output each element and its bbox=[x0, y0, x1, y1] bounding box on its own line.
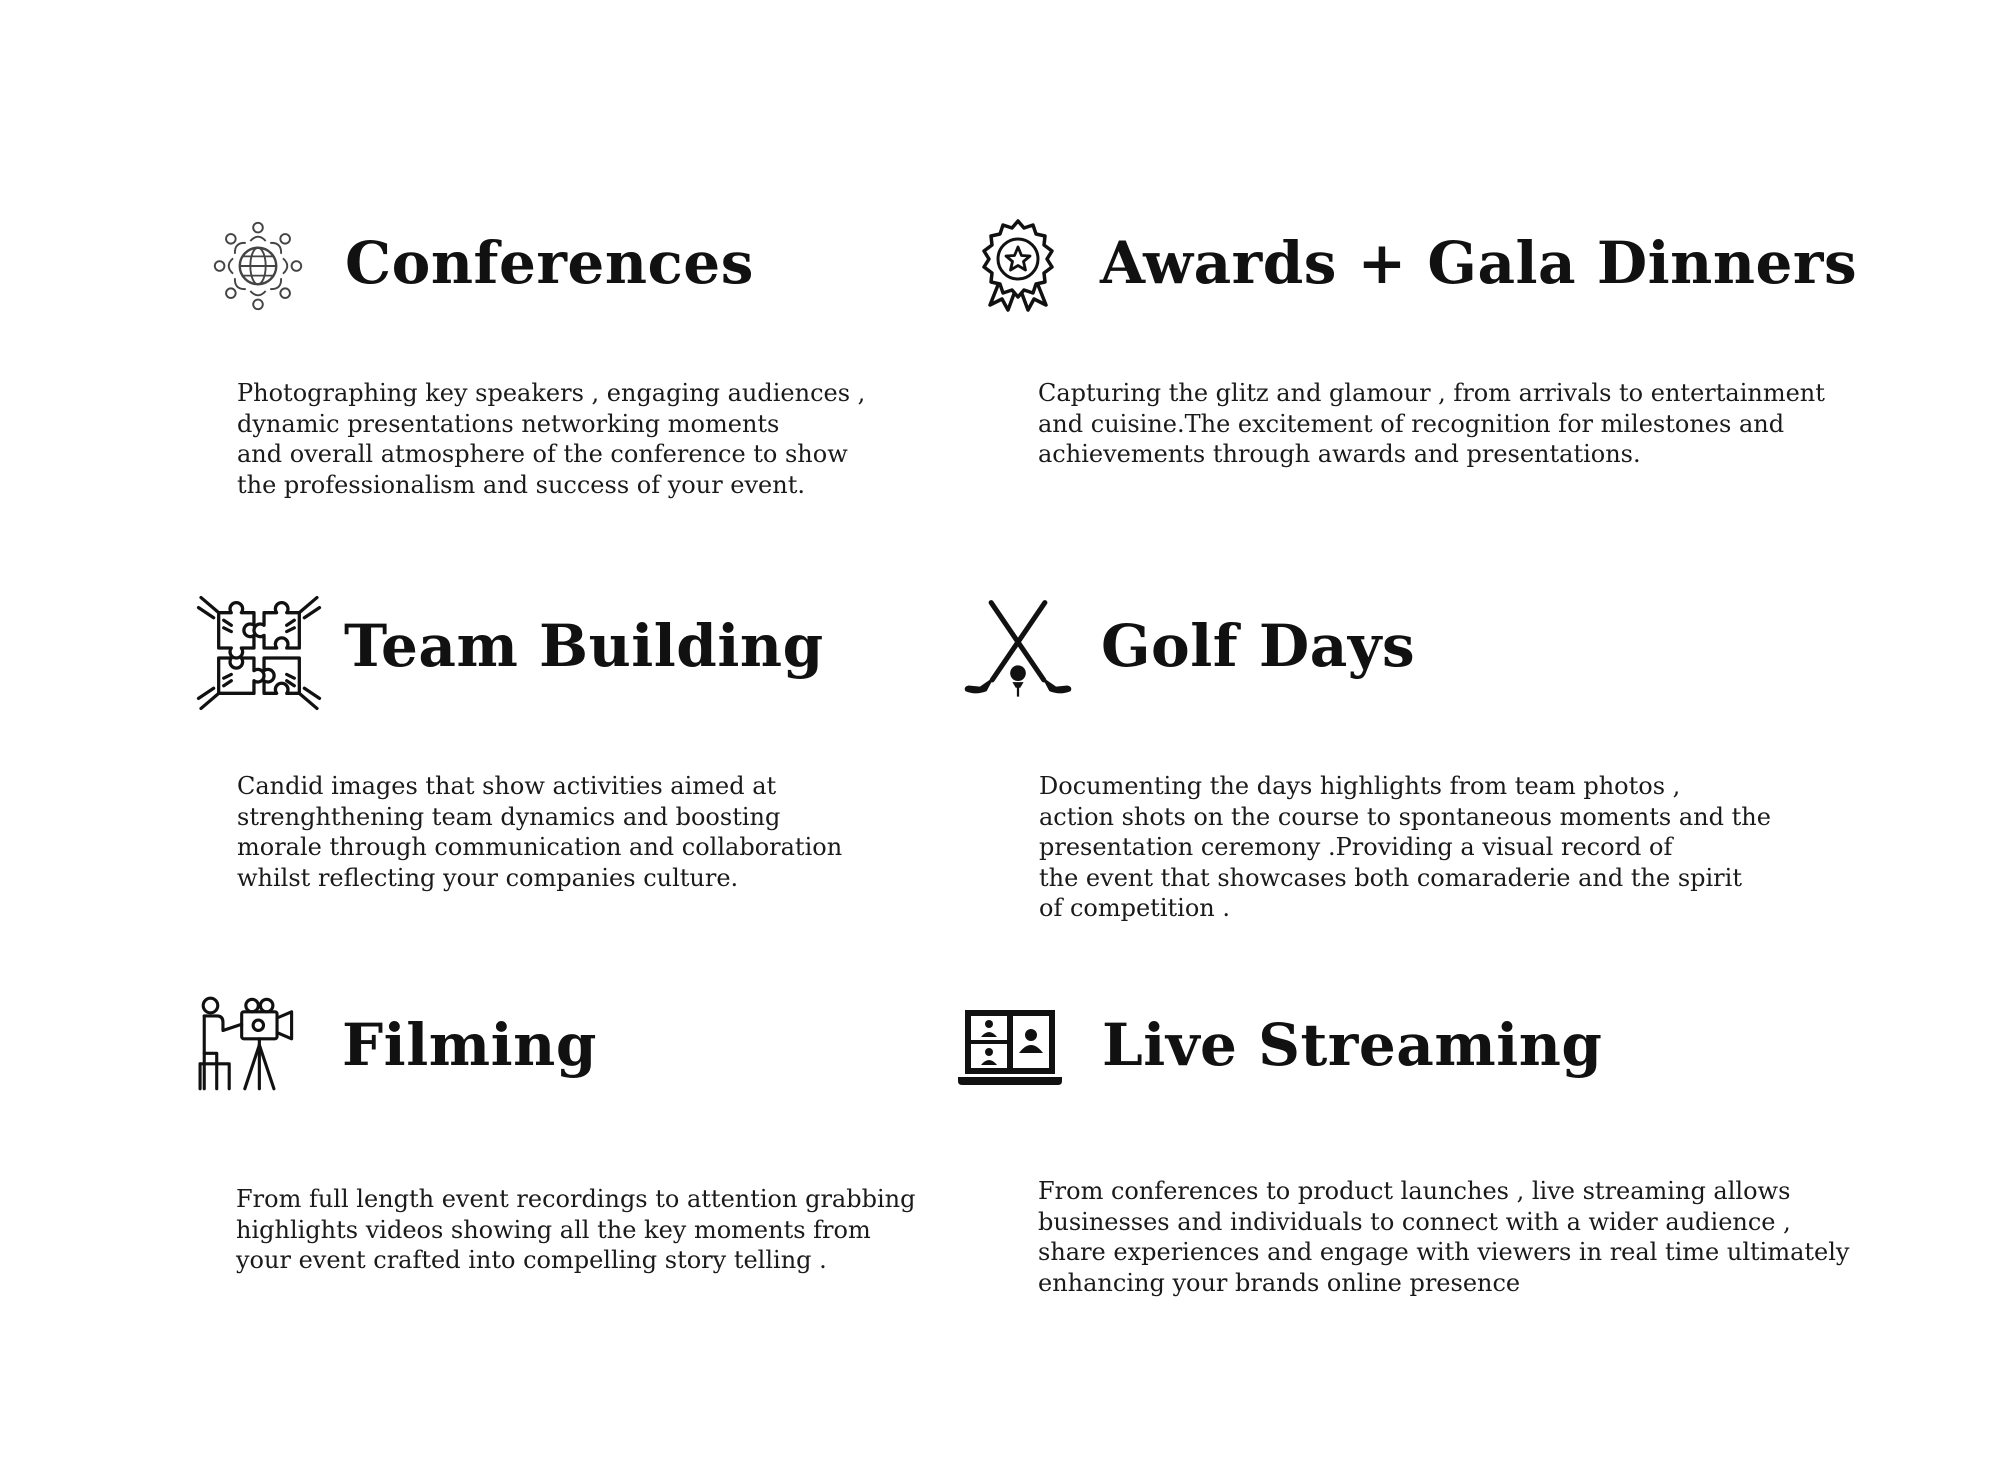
description-line: action shots on the course to spontaneous moments and the bbox=[1039, 802, 1771, 831]
description-line: of competition . bbox=[1039, 894, 1230, 922]
description-line: the professionalism and success of your event. bbox=[237, 470, 805, 499]
section-description-awards-gala-dinners bbox=[1038, 378, 1825, 470]
globe-people-icon bbox=[210, 218, 306, 314]
description-line: whilst reflecting your companies culture. bbox=[237, 863, 739, 892]
section-title-conferences: Conferences bbox=[345, 229, 754, 297]
description-line: and cuisine.The excitement of recognition for milestones and bbox=[1038, 409, 1785, 438]
description-line: businesses and individuals to connect with a wider audience , bbox=[1038, 1207, 1791, 1236]
section-title-golf-days: Golf Days bbox=[1101, 612, 1416, 680]
section-title-awards-gala-dinners: Awards + Gala Dinners bbox=[1100, 229, 1858, 297]
description-line: and overall atmosphere of the conference to show bbox=[237, 440, 848, 468]
section-description-live-streaming bbox=[1038, 1176, 1850, 1298]
description-line: morale through communication and collaboration bbox=[237, 833, 843, 861]
award-ribbon-icon bbox=[968, 215, 1068, 315]
description-line: enhancing your brands online presence bbox=[1038, 1268, 1521, 1297]
description-line: dynamic presentations networking moments bbox=[237, 409, 780, 438]
description-line: strenghthening team dynamics and boosting bbox=[237, 802, 781, 831]
camera-operator-icon bbox=[198, 995, 302, 1093]
section-description-filming bbox=[236, 1184, 915, 1276]
description-line: the event that showcases both comaraderie and the spirit bbox=[1039, 863, 1742, 892]
description-line: your event crafted into compelling story telling . bbox=[236, 1246, 827, 1274]
description-line: Candid images that show activities aimed at bbox=[237, 772, 777, 800]
description-line: achievements through awards and presentations. bbox=[1038, 440, 1641, 468]
section-description-conferences bbox=[237, 378, 865, 500]
section-title-live-streaming: Live Streaming bbox=[1102, 1011, 1603, 1079]
golf-clubs-icon bbox=[962, 597, 1074, 709]
puzzle-hands-icon bbox=[196, 590, 322, 716]
section-title-filming: Filming bbox=[342, 1011, 597, 1079]
section-title-team-building: Team Building bbox=[344, 612, 824, 680]
laptop-video-call-icon bbox=[958, 1007, 1062, 1087]
description-line: presentation ceremony .Providing a visual record of bbox=[1039, 833, 1673, 861]
description-line: highlights videos showing all the key moments from bbox=[236, 1215, 871, 1244]
section-description-golf-days bbox=[1039, 771, 1771, 924]
description-line: From full length event recordings to attention grabbing bbox=[236, 1185, 916, 1213]
description-line: From conferences to product launches , live streaming allows bbox=[1038, 1177, 1791, 1205]
section-description-team-building bbox=[237, 771, 842, 893]
description-line: Capturing the glitz and glamour , from arrivals to entertainment bbox=[1038, 379, 1825, 407]
description-line: share experiences and engage with viewers in real time ultimately bbox=[1038, 1238, 1850, 1266]
description-line: Documenting the days highlights from team photos , bbox=[1039, 772, 1681, 800]
description-line: Photographing key speakers , engaging audiences , bbox=[237, 379, 866, 407]
